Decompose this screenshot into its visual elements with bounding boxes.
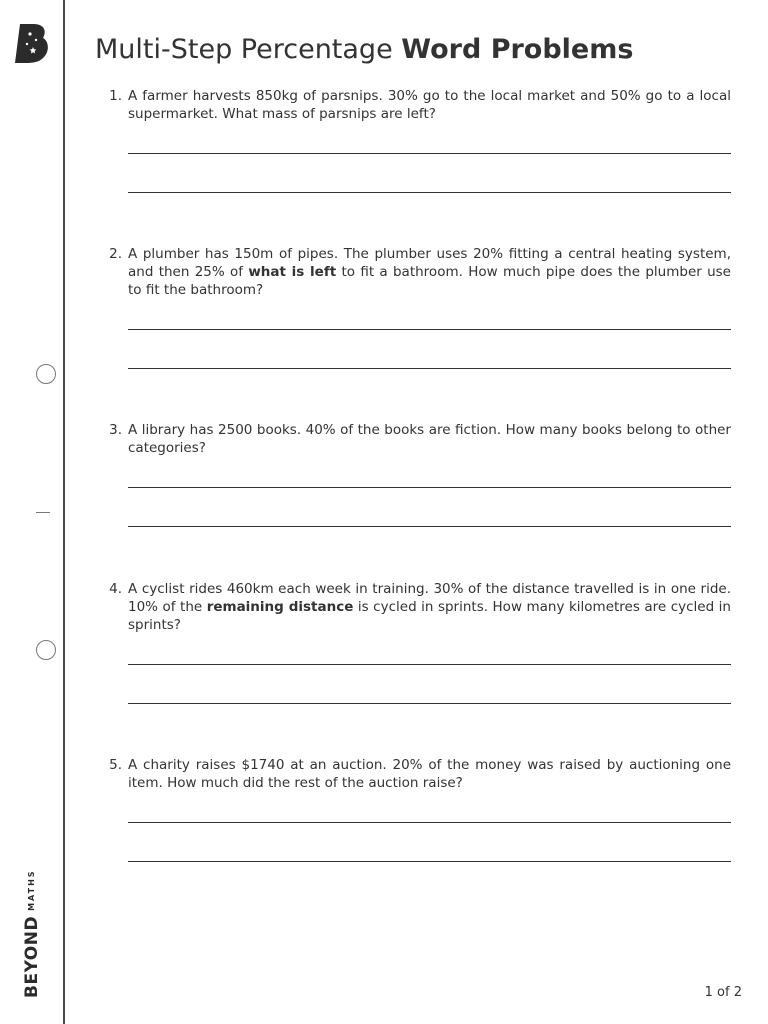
answer-line[interactable] [128,861,731,862]
beyond-logo-icon [14,22,50,66]
question-3 [100,421,731,527]
brand-wordmark [22,869,42,998]
question-text [128,580,731,634]
answer-line[interactable] [128,487,731,488]
answer-line[interactable] [128,153,731,154]
question-number: 2. [109,246,122,262]
page-number: 1 of 2 [704,985,742,1000]
question-text [128,87,731,123]
question-text-emphasis: what is left [248,264,337,280]
title-normal: Multi-Step Percentage [95,34,393,65]
answer-line[interactable] [128,368,731,369]
brand-main: BEYOND [22,915,42,998]
punch-hole-top [36,364,56,384]
question-text [128,756,731,792]
question-number: 3. [109,422,122,438]
question-text-part: A library has 2500 books. 40% of the books are fiction. How many books belong to other categories? [128,422,731,456]
question-text-emphasis: remaining distance [206,599,354,615]
question-text-part: A cyclist rides 460km each week in training. 30% of the distance travelled is in one ride. 10% of the [128,581,731,615]
question-text-part: to fit a bathroom. How much pipe does the plumber use to fit the bathroom? [128,264,731,298]
answer-line[interactable] [128,822,731,823]
margin-line [63,0,65,1024]
punch-hole-bottom [36,640,56,660]
question-1 [100,87,731,193]
question-text-part: A plumber has 150m of pipes. The plumber uses 20% fitting a central heating system, and then 25% of [128,246,731,280]
question-text [128,421,731,457]
brand-sub: MATHS [27,869,36,911]
title-bold: Word Problems [401,34,634,65]
question-text [128,245,731,299]
question-2 [100,245,731,369]
answer-line[interactable] [128,664,731,665]
question-5 [100,756,731,862]
question-number: 5. [109,757,122,773]
question-text-part: A farmer harvests 850kg of parsnips. 30% go to the local market and 50% go to a local supermarket. What mass of parsnips are left? [128,88,731,122]
fold-mark [36,512,50,513]
answer-line[interactable] [128,526,731,527]
question-text-part: A charity raises $1740 at an auction. 20% of the money was raised by auctioning one item. How much did the rest of the auction raise? [128,757,731,791]
page-title [95,34,633,65]
question-number: 4. [109,581,122,597]
answer-line[interactable] [128,703,731,704]
answer-line[interactable] [128,192,731,193]
question-number: 1. [109,88,122,104]
question-4 [100,580,731,704]
question-text-part: is cycled in sprints. How many kilometres are cycled in sprints? [128,599,731,633]
answer-line[interactable] [128,329,731,330]
